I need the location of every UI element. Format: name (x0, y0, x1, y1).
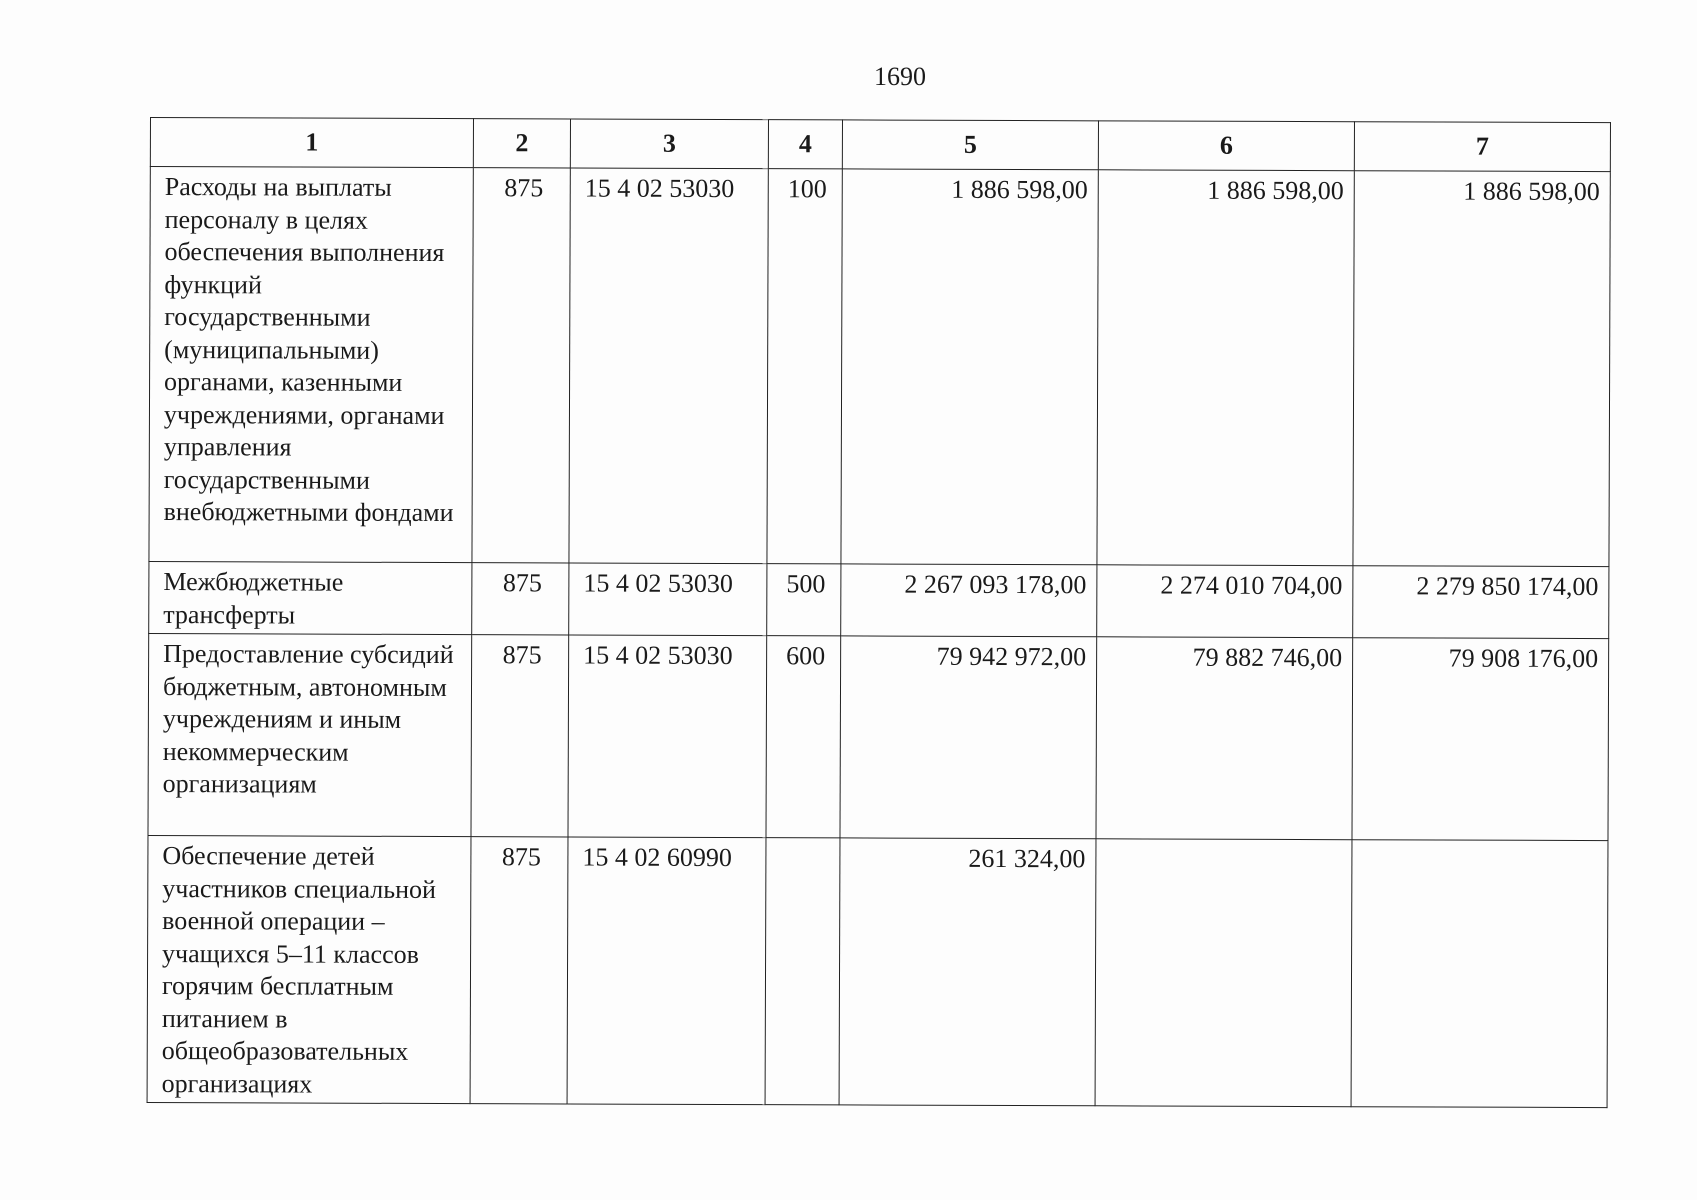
amount-col7-cell (1351, 840, 1608, 1108)
page-number: 1690 (874, 62, 926, 91)
column-header-6: 6 (1098, 121, 1354, 171)
amount-col6-cell (1095, 839, 1352, 1107)
amount-col6-cell: 1 886 598,00 (1097, 170, 1354, 566)
table-header-row (150, 118, 1610, 172)
department-code-cell: 875 (472, 168, 570, 563)
amount-col6-cell: 79 882 746,00 (1096, 637, 1353, 840)
expense-type-cell: 500 (767, 564, 841, 636)
target-article-cell: 15 4 02 60990 (567, 837, 766, 1105)
amount-col7-cell: 2 279 850 174,00 (1353, 566, 1609, 639)
column-header-1: 1 (150, 118, 473, 168)
column-header-4: 4 (768, 120, 842, 169)
expense-type-cell: 100 (767, 169, 842, 564)
table-row (149, 167, 1610, 567)
expense-name-cell: Межбюджетные трансферты (149, 561, 472, 634)
target-article-cell: 15 4 02 53030 (569, 168, 768, 564)
department-code-cell: 875 (470, 837, 568, 1104)
expense-name-cell: Обеспечение детей участников специальной военной операции – учащихся 5–11 классов горячим бесплатным питанием в общеобразовательных организациях (147, 835, 471, 1103)
budget-table (147, 117, 1611, 1108)
expense-type-cell: 600 (766, 636, 841, 838)
amount-col7-cell: 79 908 176,00 (1352, 638, 1609, 841)
amount-col5-cell: 261 324,00 (839, 838, 1096, 1106)
expense-name-cell: Предоставление субсидий бюджетным, автономным учреждениям и иным некоммерческим организациям (148, 633, 472, 836)
department-code-cell: 875 (471, 635, 569, 837)
target-article-cell: 15 4 02 53030 (568, 635, 767, 838)
column-header-7: 7 (1354, 122, 1610, 172)
column-header-2: 2 (473, 119, 570, 168)
amount-col6-cell: 2 274 010 704,00 (1097, 565, 1353, 638)
amount-col7-cell: 1 886 598,00 (1353, 171, 1610, 567)
expense-name-cell: Расходы на выплаты персоналу в целях обеспечения выполнения функций государственными (муниципальными) органами, казенными учреждениями, органами управления государственными внебюджетными фондами (149, 167, 473, 563)
department-code-cell: 875 (472, 563, 569, 635)
column-header-5: 5 (842, 120, 1098, 170)
amount-col5-cell: 1 886 598,00 (841, 169, 1098, 565)
column-header-3: 3 (570, 119, 768, 169)
amount-col5-cell: 79 942 972,00 (840, 636, 1097, 839)
amount-col5-cell: 2 267 093 178,00 (841, 564, 1097, 637)
table-row (147, 835, 1608, 1107)
target-article-cell: 15 4 02 53030 (569, 563, 767, 636)
table-row (148, 633, 1609, 840)
table-row (149, 561, 1609, 638)
expense-type-cell (765, 838, 840, 1105)
